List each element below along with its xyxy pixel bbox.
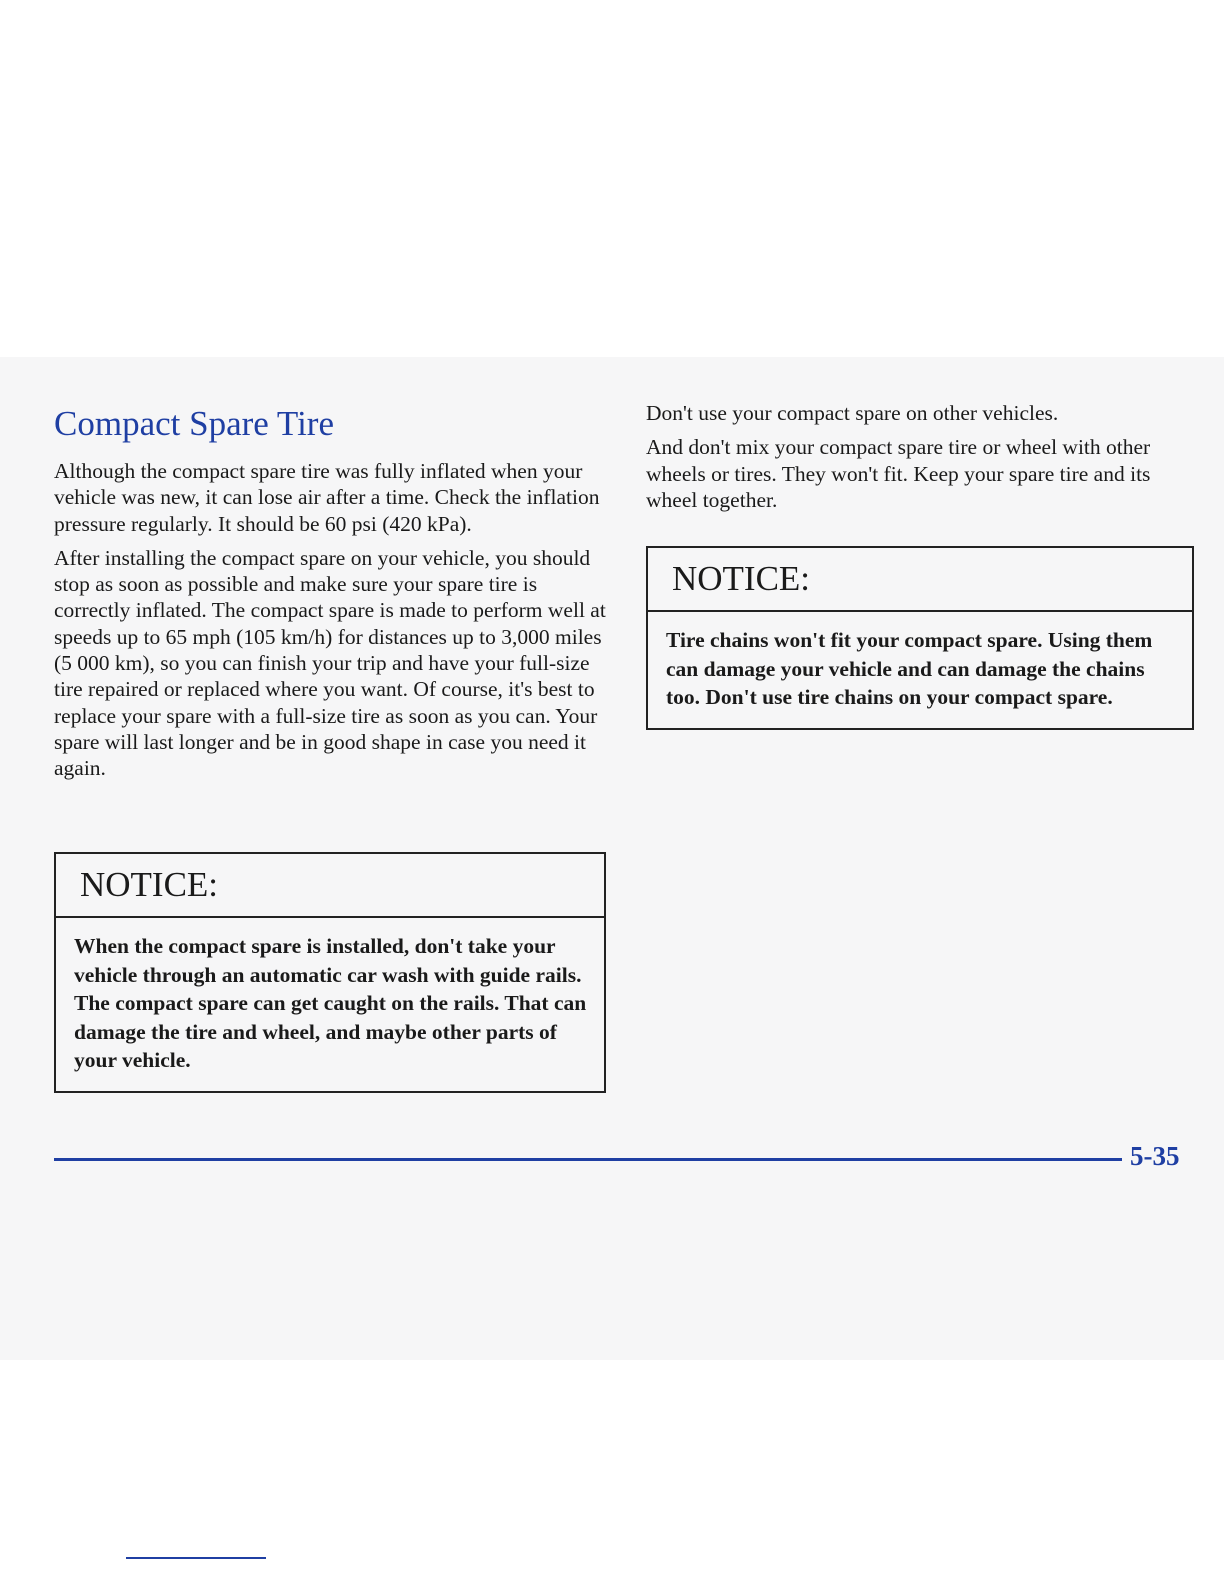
page-number: 5-35 [1130, 1141, 1180, 1171]
notice-body: Tire chains won't fit your compact spare. Using them can damage your vehicle and can damage the chains too. Don't use tire chains on your compact spare. [666, 628, 1153, 709]
notice-box-tire-chains [646, 546, 1194, 730]
footer-rule [54, 1158, 1122, 1161]
paragraph-inflation: Although the compact spare tire was fully inflated when your vehicle was new, it can lose air after a time. Check the inflation pressure regularly. It should be 60 psi (420 kPa). [54, 459, 600, 536]
notice-box-car-wash [54, 852, 606, 1093]
notice-body: When the compact spare is installed, don't take your vehicle through an automatic car wash with guide rails. The compact spare can get caught on the rails. That can damage the tire and wheel, and maybe other parts of your vehicle. [74, 934, 587, 1072]
notice-heading: NOTICE: [648, 548, 1192, 612]
paragraph-other-vehicles: Don't use your compact spare on other vehicles. [646, 401, 1059, 425]
bottom-rule [126, 1557, 266, 1559]
notice-heading: NOTICE: [56, 854, 604, 918]
left-column [54, 400, 606, 790]
paragraph-after-installing: After installing the compact spare on your vehicle, you should stop as soon as possible and make sure your spare tire is correctly inflated. The compact spare is made to perform well at speeds up to 65 mph (105 km/h) for distances up to 3,000 miles (5 000 km), so you can finish your trip and have your full-size tire repaired or replaced where you want. Of course, it's best to replace your spare with a full-size tire as soon as you can. Your spare will last longer and be in good shape in case you need it again. [54, 545, 606, 781]
section-title: Compact Spare Tire [54, 404, 334, 443]
paragraph-dont-mix: And don't mix your compact spare tire or wheel with other wheels or tires. They won't fit. Keep your spare tire and its wheel together. [646, 435, 1151, 512]
right-column [646, 400, 1194, 521]
